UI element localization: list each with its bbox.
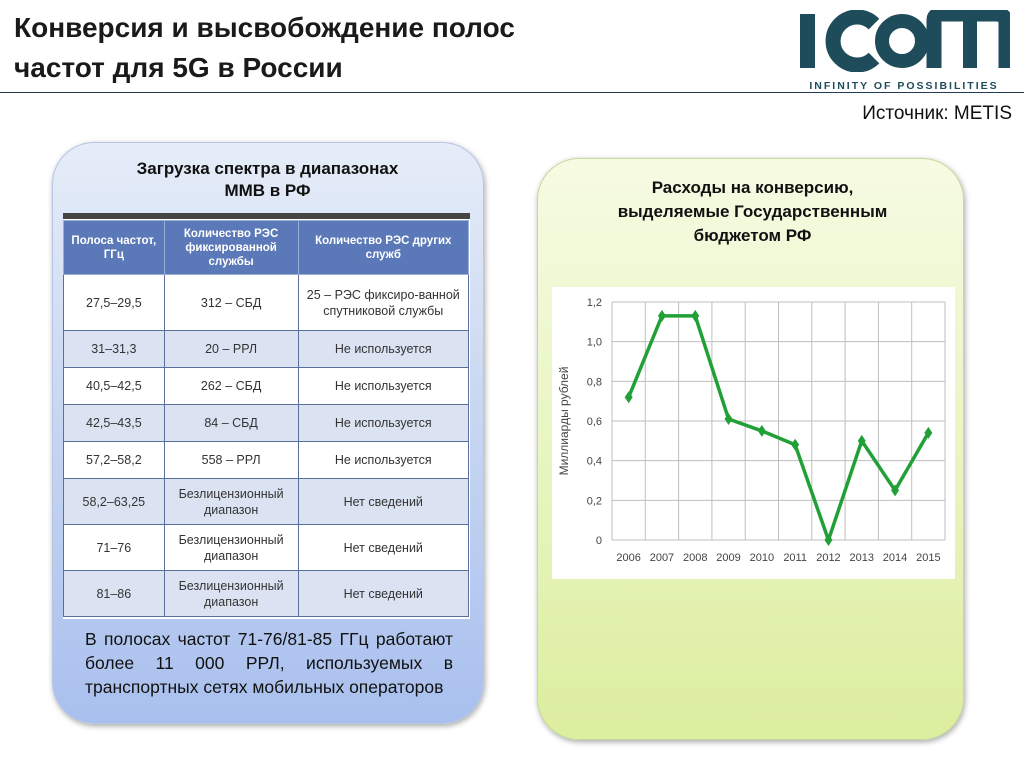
right-panel-title-line2: выделяемые Государственным <box>617 202 888 221</box>
table-cell: 84 – СБД <box>164 405 298 442</box>
left-panel-title <box>80 158 455 202</box>
table-cell: Не используется <box>298 405 468 442</box>
page-title-line2: частот для 5G в России <box>14 52 343 83</box>
table-cell: Безлицензионный диапазон <box>164 571 298 617</box>
y-tick-label: 1,0 <box>586 336 602 349</box>
table-header-cell: Количество РЭС других служб <box>298 221 468 275</box>
table-cell: Нет сведений <box>298 571 468 617</box>
spectrum-table <box>63 220 469 617</box>
y-tick-label: 0,6 <box>586 416 602 428</box>
table-cell: 40,5–42,5 <box>64 368 165 405</box>
y-axis-label: Миллиарды рублей <box>557 366 571 476</box>
table-header-row <box>64 221 469 275</box>
table-cell: 20 – РРЛ <box>164 331 298 368</box>
icom-logo <box>798 10 1010 90</box>
y-tick-label: 0 <box>595 535 602 547</box>
x-tick-label: 2013 <box>849 552 874 564</box>
table-cell: Не используется <box>298 442 468 479</box>
table-cell: Не используется <box>298 368 468 405</box>
table-cell: 58,2–63,25 <box>64 479 165 525</box>
y-tick-label: 1,2 <box>586 297 602 309</box>
spectrum-table-container <box>63 213 470 619</box>
x-tick-label: 2014 <box>882 552 908 564</box>
table-cell: 42,5–43,5 <box>64 405 165 442</box>
x-tick-label: 2006 <box>616 552 641 564</box>
source-label: Источник: METIS <box>862 103 1012 124</box>
x-tick-label: 2007 <box>649 552 675 564</box>
x-tick-label: 2015 <box>916 552 941 564</box>
table-cell: Безлицензионный диапазон <box>164 479 298 525</box>
table-header-cell: Количество РЭС фиксированной службы <box>164 221 298 275</box>
table-row <box>64 479 469 525</box>
x-tick-label: 2010 <box>749 552 775 564</box>
table-cell: 25 – РЭС фиксиро-ванной спутниковой службы <box>298 275 468 331</box>
page-title-line1: Конверсия и высвобождение полос <box>14 12 515 43</box>
table-cell: 558 – РРЛ <box>164 442 298 479</box>
table-row <box>64 275 469 331</box>
table-cell: 27,5–29,5 <box>64 275 165 331</box>
y-tick-label: 0,2 <box>586 495 602 508</box>
table-cell: 262 – СБД <box>164 368 298 405</box>
left-panel-note: В полосах частот 71-76/81-85 ГГц работают более 11 000 РРЛ, используемых в транспортных сетях мобильных операторов <box>85 629 453 697</box>
table-cell: Не используется <box>298 331 468 368</box>
table-cell: 71–76 <box>64 525 165 571</box>
x-tick-label: 2012 <box>816 552 841 564</box>
table-row <box>64 405 469 442</box>
table-top-band <box>63 213 470 219</box>
x-tick-label: 2011 <box>783 552 807 564</box>
page-title <box>14 8 714 88</box>
right-panel-title-line1: Расходы на конверсию, <box>651 178 854 197</box>
y-tick-label: 0,4 <box>586 455 602 468</box>
data-point-marker <box>758 425 766 437</box>
table-cell: 31–31,3 <box>64 331 165 368</box>
table-row <box>64 571 469 617</box>
left-panel-title-line1: Загрузка спектра в диапазонах <box>136 159 399 178</box>
icom-logo-mark <box>798 10 1010 72</box>
expenses-line-chart <box>552 287 955 579</box>
x-tick-label: 2008 <box>683 552 708 564</box>
table-row <box>64 442 469 479</box>
table-cell: 57,2–58,2 <box>64 442 165 479</box>
table-cell: 312 – СБД <box>164 275 298 331</box>
header-divider <box>0 92 1024 93</box>
right-panel-title-line3: бюджетом РФ <box>693 226 812 245</box>
x-tick-label: 2009 <box>716 552 741 564</box>
table-cell: Нет сведений <box>298 525 468 571</box>
table-row <box>64 525 469 571</box>
table-row <box>64 331 469 368</box>
chart-container <box>552 287 955 579</box>
table-cell: 81–86 <box>64 571 165 617</box>
table-header-cell: Полоса частот, ГГц <box>64 221 165 275</box>
right-panel-title <box>560 176 945 248</box>
table-cell: Безлицензионный диапазон <box>164 525 298 571</box>
left-panel-title-line2: ММВ в РФ <box>224 181 311 200</box>
logo-tagline: INFINITY OF POSSIBILITIES <box>809 80 999 92</box>
table-cell: Нет сведений <box>298 479 468 525</box>
table-row <box>64 368 469 405</box>
logo-text: ICOM <box>798 10 801 11</box>
y-tick-label: 0,8 <box>586 376 602 389</box>
